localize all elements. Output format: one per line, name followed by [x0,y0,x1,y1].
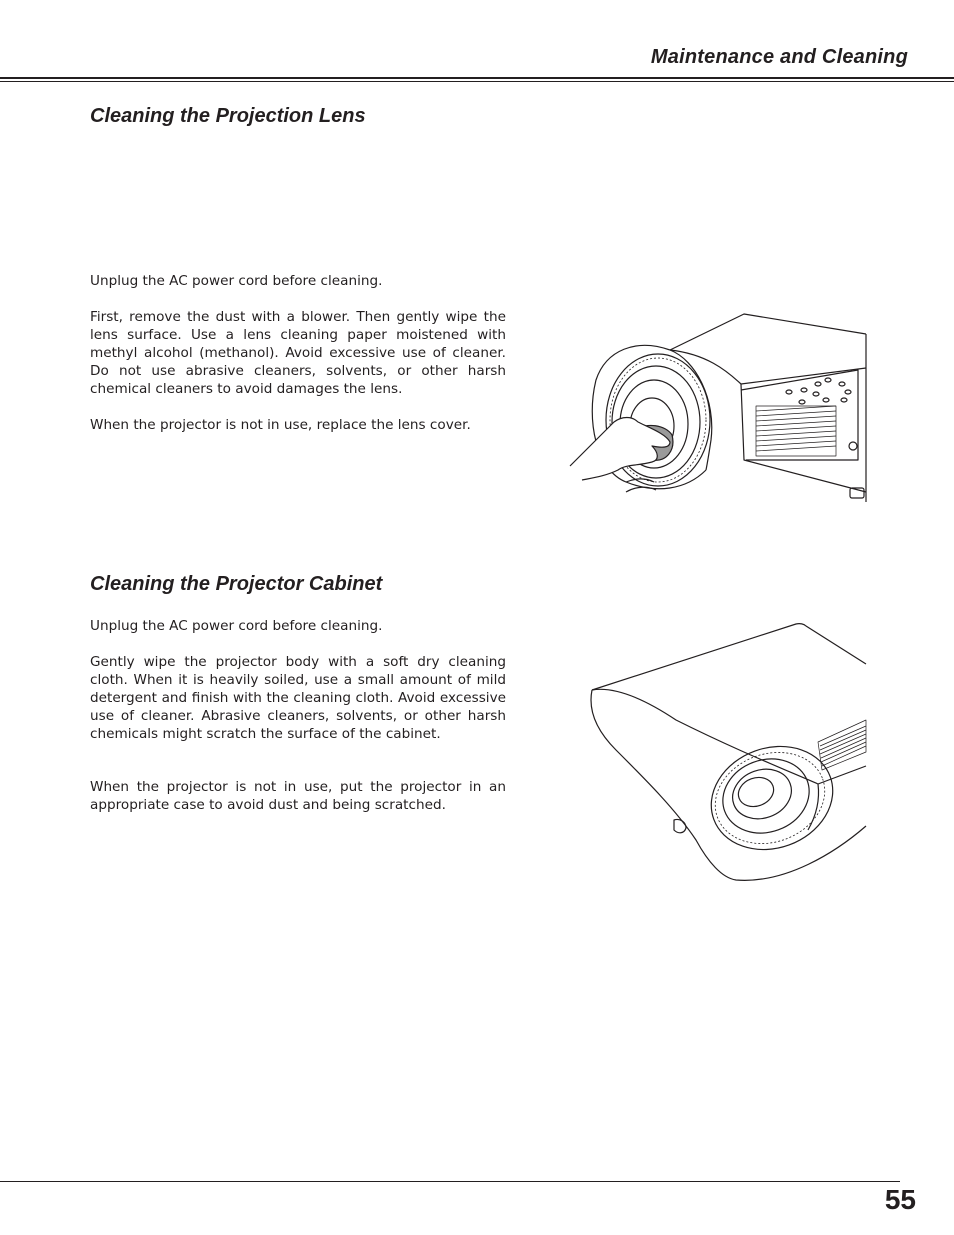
cabinet-paragraph-2: Gently wipe the projector body with a soft dry cleaning cloth. When it is heavily soiled, use a small amount of mild detergent and finish with the cleaning cloth. Avoid excessive use of cleaner. Abrasive cleaners, solvents, or other harsh chemicals might scratch the surface of the cabinet. [90,654,506,742]
header-rule [0,77,954,79]
header-rule-thin [0,81,954,82]
lens-paragraph-2: First, remove the dust with a blower. Then gently wipe the lens surface. Use a lens cleaning paper moistened with methyl alcohol (methanol). Avoid excessive use of cleaner. Do not use abrasive cleaners, solvents, or other harsh chemical cleaners to avoid damages the lens. [90,309,506,397]
lens-paragraph-1: Unplug the AC power cord before cleaning. [90,273,383,289]
cabinet-paragraph-3: When the projector is not in use, put the projector in an appropriate case to avoid dust and being scratched. [90,779,506,813]
lens-cleaning-illustration [566,310,868,510]
footer-rule [0,1181,900,1182]
lens-section-title: Cleaning the Projection Lens [90,105,366,127]
page-number: 55 [884,1184,916,1215]
lens-paragraph-3: When the projector is not in use, replace the lens cover. [90,417,471,433]
cabinet-cleaning-illustration [586,620,868,884]
cabinet-paragraph-1: Unplug the AC power cord before cleaning. [90,618,383,634]
cabinet-section-title: Cleaning the Projector Cabinet [90,573,383,595]
header-title: Maintenance and Cleaning [650,46,908,68]
